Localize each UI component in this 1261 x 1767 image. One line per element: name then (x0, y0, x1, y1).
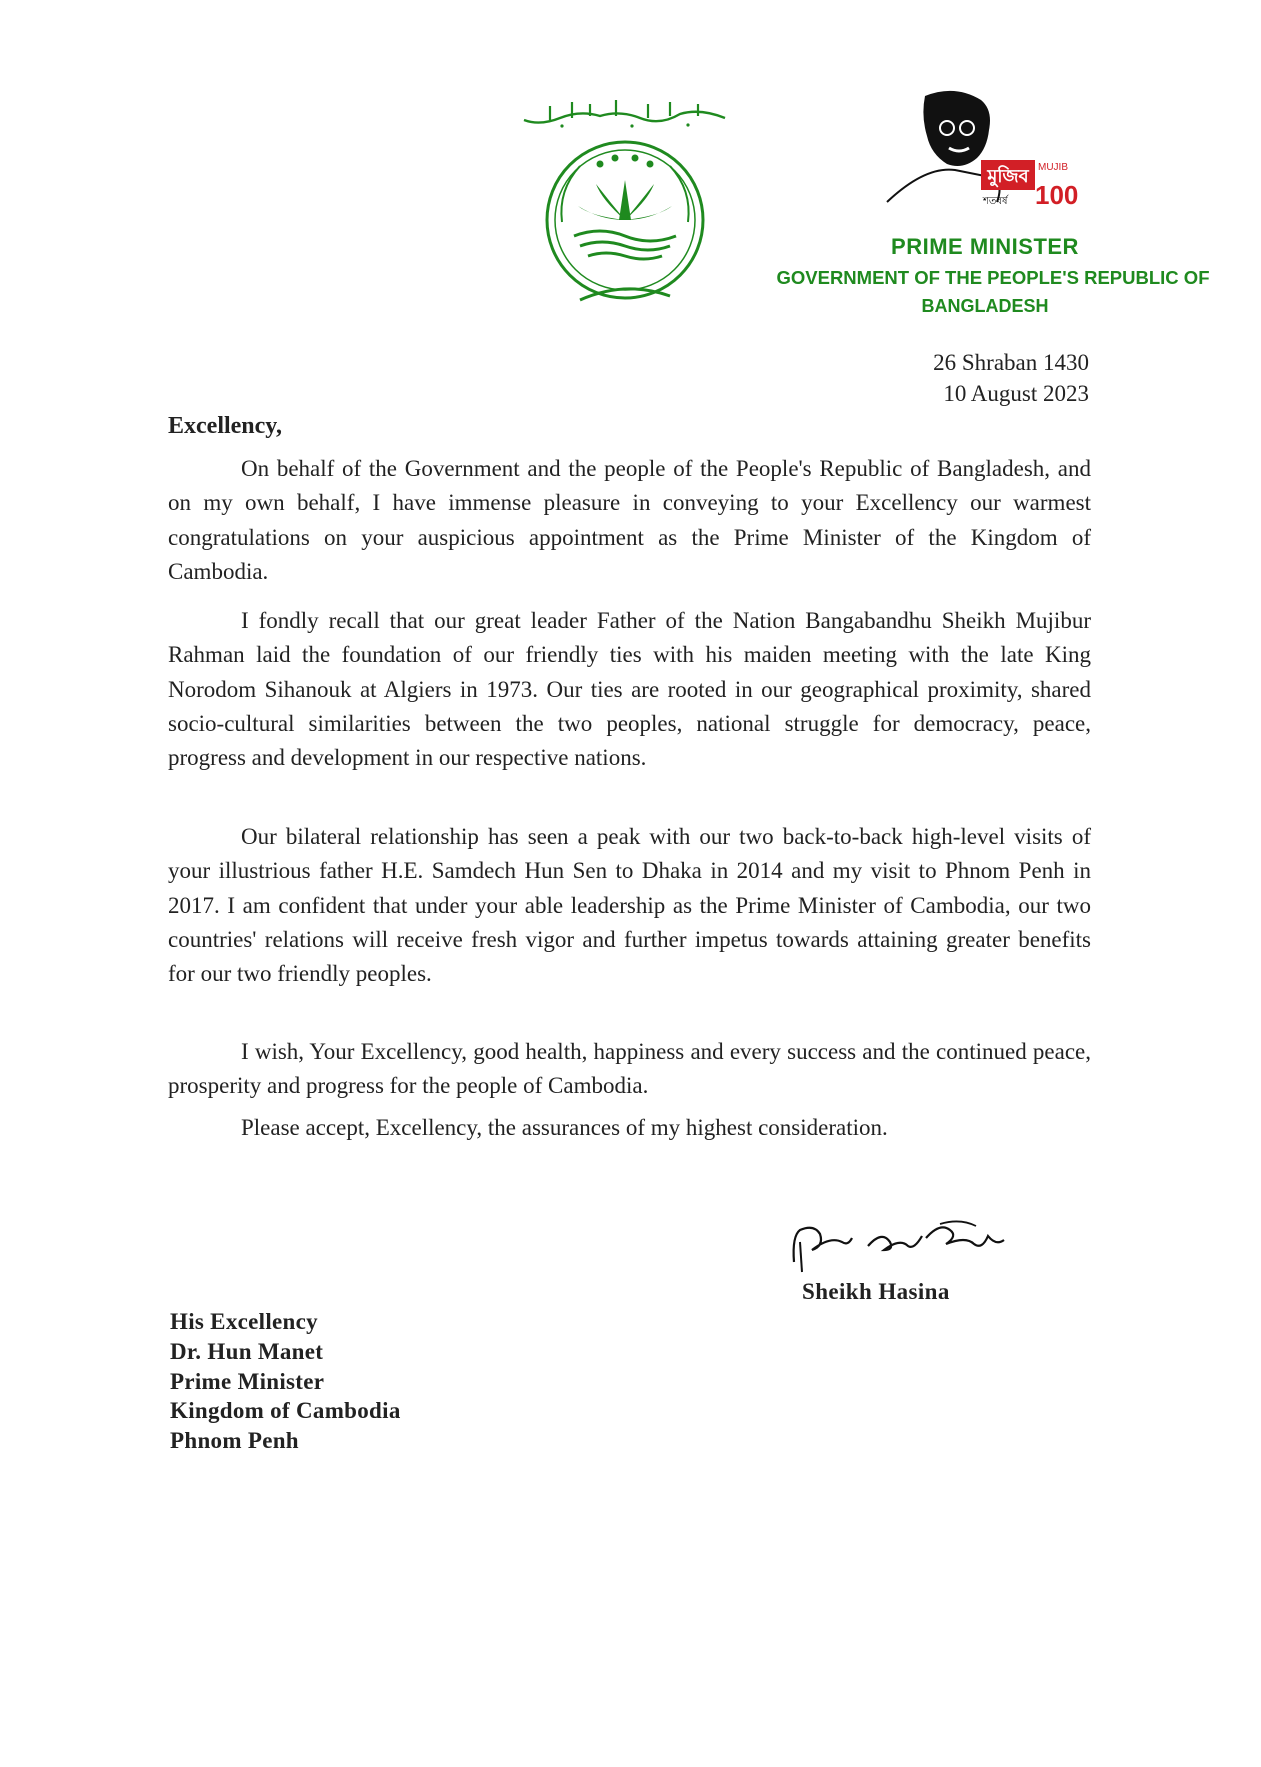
mujib-logo-latin: MUJIB (1038, 162, 1068, 173)
addressee-block (170, 1307, 401, 1456)
bismillah-calligraphy-icon (520, 96, 732, 130)
addressee-line: Phnom Penh (170, 1428, 299, 1454)
letterhead-title: PRIME MINISTER (891, 234, 1079, 259)
letterhead-subtitle-line1: GOVERNMENT OF THE PEOPLE'S REPUBLIC OF (776, 267, 1210, 288)
addressee-line: Kingdom of Cambodia (170, 1398, 401, 1424)
bangladesh-emblem-icon (540, 140, 716, 315)
letterhead-subtitle-line2: BANGLADESH (921, 296, 1049, 316)
date-bengali: 26 Shraban 1430 (933, 350, 1089, 375)
date-gregorian: 10 August 2023 (943, 381, 1089, 406)
body-paragraph: Our bilateral relationship has seen a peak with our two back-to-back high-level visits of your illustrious father H.E. Samdech Hun Sen to Dhaka in 2014 and my visit to Phnom Penh in 2017. I am confident that under your able leadership as the Prime Minister of Cambodia, our two countries' relations will receive fresh vigor and further impetus towards attaining greater benefits for our two friendly peoples. (168, 824, 1091, 987)
body-paragraph: On behalf of the Government and the people of the People's Republic of Bangladesh, and on my own behalf, I have immense pleasure in conveying to your Excellency our warmest congratulations on your auspicious appointment as the Prime Minister of the Kingdom of Cambodia. (168, 456, 1091, 584)
mujib-logo-number: 100 (1035, 180, 1079, 210)
addressee-line: Prime Minister (170, 1368, 325, 1394)
salutation: Excellency, (168, 413, 282, 439)
body-paragraph: Please accept, Excellency, the assurances of my highest consideration. (241, 1115, 888, 1140)
body-paragraph: I fondly recall that our great leader Father of the Nation Bangabandhu Sheikh Mujibur Rahman laid the foundation of our friendly ties with his maiden meeting with the late King Norodom Sihanouk at Algiers in 1973. Our ties are rooted in our geographical proximity, shared socio-cultural similarities between the two peoples, national struggle for democracy, peace, progress and development in our respective nations. (168, 608, 1091, 771)
mujib-logo-sub: শতবর্ষ (983, 196, 1008, 207)
signer-name: Sheikh Hasina (802, 1279, 950, 1304)
handwritten-signature-icon (790, 1216, 1025, 1276)
body-paragraph: I wish, Your Excellency, good health, happiness and every success and the continued peace, prosperity and progress for the people of Cambodia. (168, 1039, 1091, 1099)
addressee-line: His Excellency (170, 1309, 318, 1334)
mujib-logo-bangla: মুজিব (987, 166, 1029, 187)
addressee-line: Dr. Hun Manet (170, 1338, 324, 1364)
mujib-100-logo-icon (885, 86, 1085, 214)
